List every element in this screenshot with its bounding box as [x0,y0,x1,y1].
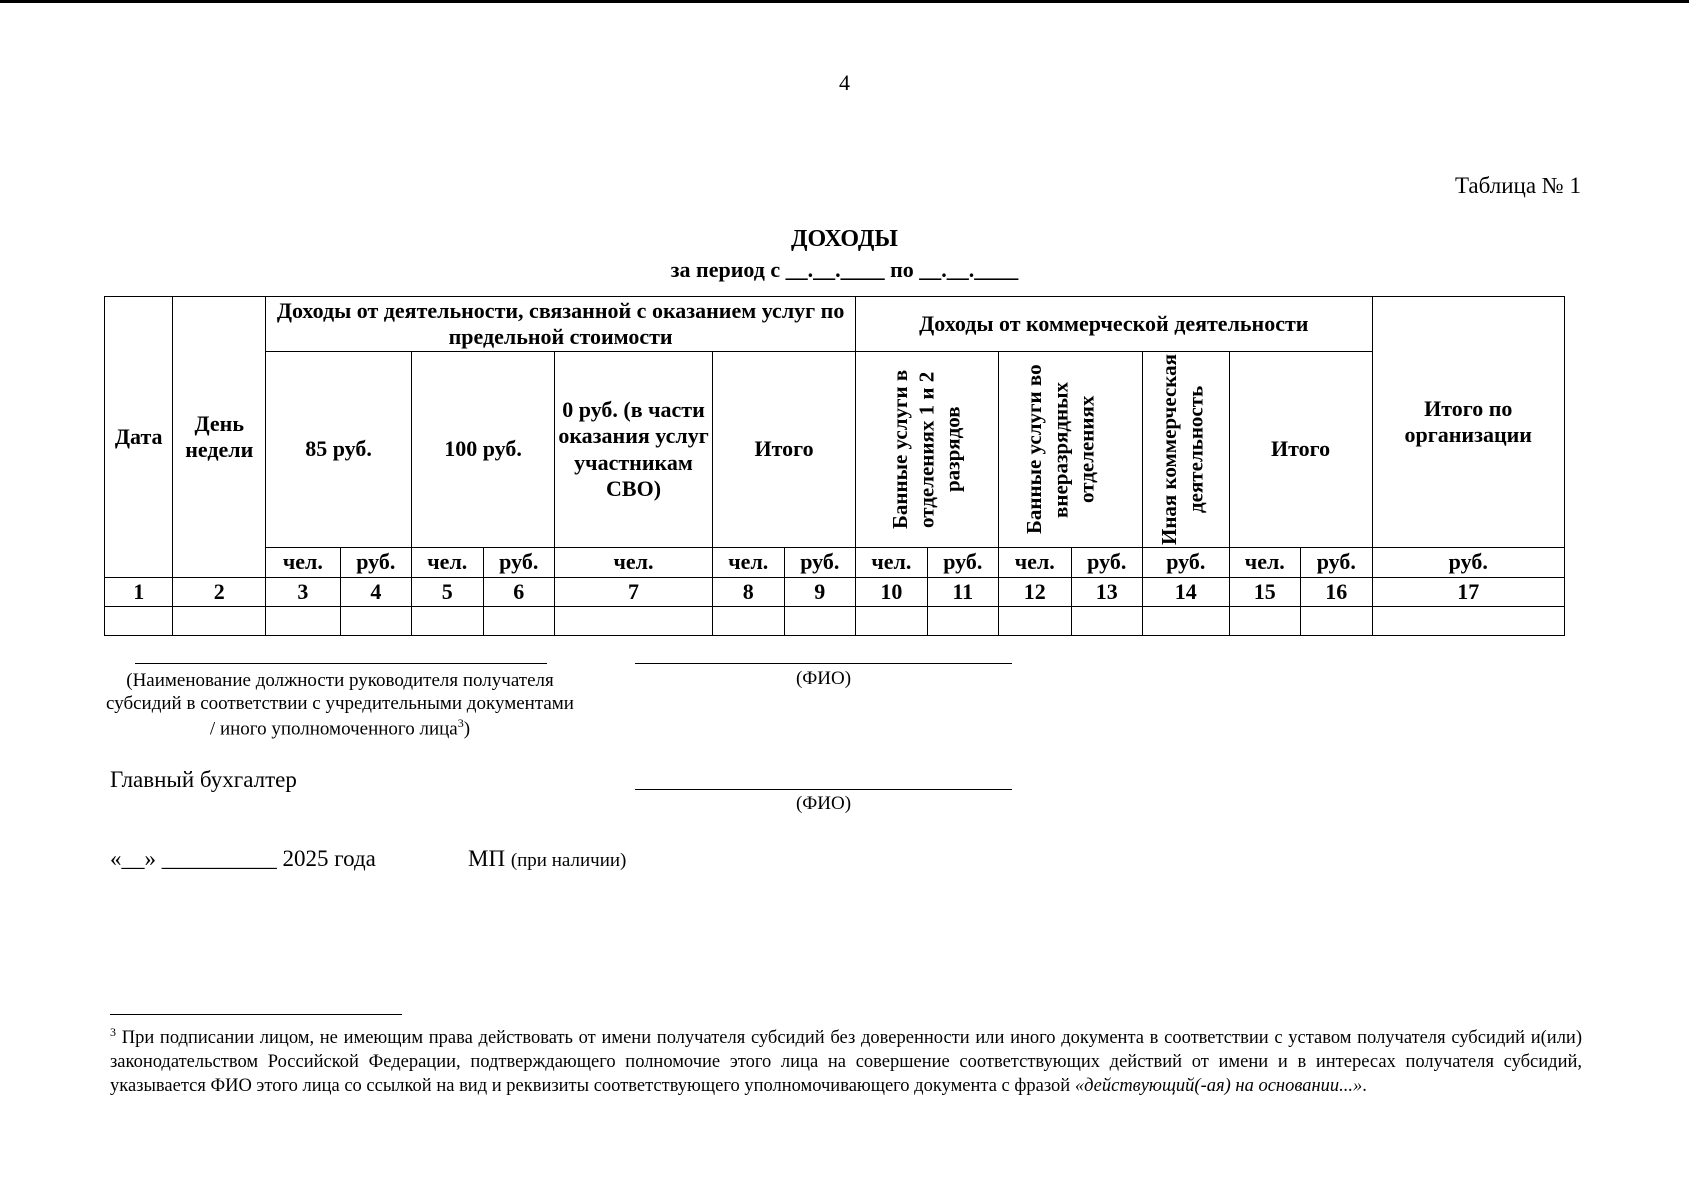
empty-cell [105,607,173,636]
column-number-cell: 8 [713,578,784,607]
chief-fio-line [635,789,1012,790]
income-table [104,296,1565,636]
unit-cell: руб. [927,548,998,578]
unit-cell: руб. [340,548,411,578]
column-number-cell: 16 [1301,578,1372,607]
empty-cell [784,607,856,636]
unit-cell: руб. [784,548,856,578]
unit-cell: чел. [999,548,1071,578]
top-border [0,0,1689,3]
header-date: Дата [105,297,173,578]
unit-cell: чел. [713,548,784,578]
document-title: ДОХОДЫ [791,226,898,252]
footnote-separator [110,1014,402,1015]
empty-cell [927,607,998,636]
unit-cell: чел. [1229,548,1300,578]
header-weekday: День недели [173,297,266,578]
header-bath-1-2: Банные услуги в отделениях 1 и 2 разрядов [856,352,999,548]
chief-accountant-label: Главный бухгалтер [110,767,297,792]
column-number-cell: 13 [1071,578,1142,607]
header-100-rub: 100 руб. [412,352,555,548]
unit-cell: чел. [554,548,712,578]
empty-cell [412,607,483,636]
unit-cell: чел. [856,548,927,578]
period-line: за период с __.__.____ по __.__.____ [670,257,1019,282]
column-number-cell: 9 [784,578,856,607]
header-group-commercial: Доходы от коммерческой деятельности [856,297,1372,352]
header-total-organization: Итого по организации [1372,297,1564,548]
column-number-cell: 1 [105,578,173,607]
position-signature-line [135,663,547,664]
column-number-cell: 6 [483,578,554,607]
header-85-rub: 85 руб. [266,352,412,548]
column-number-cell: 10 [856,578,927,607]
unit-cell: руб. [483,548,554,578]
unit-cell: руб. [1372,548,1564,578]
empty-cell [173,607,266,636]
column-number-cell: 5 [412,578,483,607]
fio-caption-2: (ФИО) [795,793,852,814]
position-caption: (Наименование должности руководителя получателя субсидий в соответствии с учредительными документами / иного уполномоченного лица$^3$) [106,670,574,739]
empty-cell [554,607,712,636]
column-number-cell: 2 [173,578,266,607]
header-bath-out-of-grade: Банные услуги во внеразрядных отделениях [999,352,1143,548]
column-number-cell: 12 [999,578,1071,607]
column-number-cell: 3 [266,578,341,607]
empty-cell [340,607,411,636]
empty-cell [1301,607,1372,636]
empty-cell [1372,607,1564,636]
page-number: 4 [839,70,850,95]
header-0-rub-svo: 0 руб. (в части оказания услуг участникам СВО) [554,352,712,548]
fio-caption: (ФИО) [795,668,852,689]
column-number-cell: 17 [1372,578,1564,607]
empty-cell [483,607,554,636]
unit-cell: руб. [1142,548,1229,578]
empty-cell [1229,607,1300,636]
table-label: Таблица № 1 [1454,173,1581,198]
unit-cell: руб. [1301,548,1372,578]
column-number-cell: 7 [554,578,712,607]
column-number-cell: 4 [340,578,411,607]
empty-cell [999,607,1071,636]
header-total-limited: Итого [713,352,856,548]
column-number-cell: 14 [1142,578,1229,607]
empty-cell [713,607,784,636]
column-number-cell: 11 [927,578,998,607]
empty-cell [266,607,341,636]
header-group-limited-price: Доходы от деятельности, связанной с оказанием услуг по предельной стоимости [266,297,856,352]
empty-cell [1071,607,1142,636]
column-number-cell: 15 [1229,578,1300,607]
fio-signature-line [635,663,1012,664]
header-other-commercial: Иная коммерческая деятельность [1142,352,1229,548]
unit-cell: руб. [1071,548,1142,578]
date-line: «__» __________ 2025 года [110,846,376,871]
footnote: $^3$ При подписании лицом, не имеющим права действовать от имени получателя субсидий без доверенности или иного документа в соответствии с уставом получателя субсидий и(или) законодательством Российской Федерации, подтверждающего полномочие этого лица на совершение соответствующих действий от имени и в интересах получателя субсидий, указывается ФИО этого лица со ссылкой на вид и реквизиты соответствующего уполномочивающего документа с фразой «действующий(-ая) на основании...». [110,1025,1582,1096]
empty-cell [856,607,927,636]
empty-cell [1142,607,1229,636]
stamp-label: МП (при наличии) [468,846,627,871]
header-total-commercial: Итого [1229,352,1372,548]
unit-cell: чел. [412,548,483,578]
unit-cell: чел. [266,548,341,578]
